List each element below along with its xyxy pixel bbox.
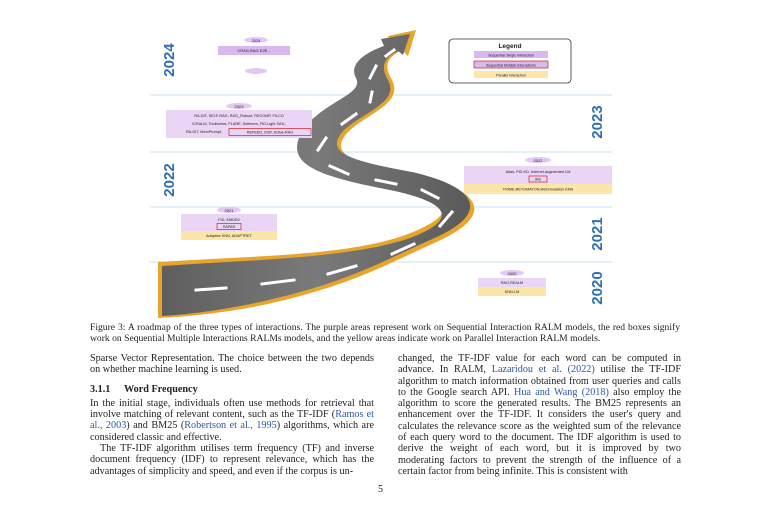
box-2023-line2: ICRALM, Toolformer, FLARE, Selfmem, FID-Light SAIL, [192,122,286,126]
box-2022 [464,157,612,194]
figure-caption: Figure 3: A roadmap of the three types of interactions. The purple areas represent work on Sequential Interaction RALM models, the red boxes signify work on Sequential Multiple Interactions RALMs models, and the yellow areas indicate work on Parallel Interaction RALM models. [90,322,680,344]
left-paragraph-3: The TF-IDF algorithm utilises term frequency (TF) and inverse document frequency (IDF) to represent relevance, which has the advantages of simplicity and speed, and even if the corpus is un- [90,443,374,477]
box-2023-line1: RA-DIT, SELF-RAG, RAG_Robust, RECOMP, FILCO [194,114,284,118]
box-2020-line1: RAG,REALM [500,281,524,285]
road [158,30,474,318]
citation-hua-wang[interactable]: Hua and Wang (2018) [513,386,609,398]
box-2023-line3a: RA-DIT, MemPrompt, [185,130,223,134]
road-surface [162,34,470,316]
year-label-2022: 2022 [161,163,178,197]
section-number: 3.1.1 [90,383,111,395]
box-2020 [478,270,546,296]
box-2020-line2: KNN-LM [504,290,520,294]
box-2022-line2: IRE [535,177,541,182]
legend-item-parallel: Parallel Interaction [496,73,526,78]
box-2022-line1: Atlas, FID-KD, Internet-augmented LM [505,170,571,174]
page-number: 5 [378,484,383,495]
citation-ramos[interactable]: Ramos et al., 2003 [90,409,374,432]
citation-robertson[interactable]: Robertson et al., 1995 [184,420,277,432]
box-2023 [166,103,312,138]
box-2021 [181,207,277,240]
section-heading [90,384,374,395]
box-2024-text: CRAG,RAG E2E... [237,48,271,53]
citation-lazaridou[interactable]: Lazaridou et al. (2022) [491,364,595,376]
right-column [398,353,681,477]
section-title: Word Frequency [124,383,198,395]
year-label-2020: 2020 [589,271,606,305]
legend-item-sequential-single: Sequential Single Interaction [488,53,534,58]
svg-text:2022: 2022 [533,158,543,163]
svg-text:2020: 2020 [507,271,517,276]
legend-title: Legend [498,43,522,50]
box-2023-line3b: REFEED, DSP, Active-RAG [246,130,294,135]
left-paragraph-1: Sparse Vector Representation. The choice between the two depends on whether machine learning is used. [90,353,374,376]
year-label-2023: 2023 [589,105,606,139]
left-paragraph-2: In the initial stage, individuals often use methods for retrieval that involve matching of relevant content, such as the TF-IDF (Ramos et al., 2003) and BM25 (Robertson et al., 1995) algorithms, which are considered classic and effective. [90,397,374,443]
right-paragraph-1: changed, the TF-IDF value for each word can be computed in advance. In RALM, Lazaridou et al. (2022) utilise the TF-IDF algorithm to match information obtained from user queries and calls to the Google search API. Hua and Wang (2018) also employ the algorithm to score the generated results. The BM25 represents an enhancement over the TF-IDF. It considers the user's query and calculates the relevance score as the weighted sum of the relevance of each query word to the document. The IDF algorithm is used to derive the weight of each word, but it is improved by two moderating factors to prevent the strength of the influence of a certain factor from being infinite. This is consistent with [398,353,682,477]
legend-item-sequential-multiple: Sequential Multiple Interactions [486,63,536,68]
box-2021-line1: FID, EMDR2 [218,218,240,222]
year-label-2024: 2024 [161,43,178,77]
svg-text:2024: 2024 [251,38,261,43]
year-label-2021: 2021 [589,217,606,251]
svg-text:2021: 2021 [224,208,234,213]
legend [449,39,571,83]
svg-text:2023: 2023 [234,104,244,109]
box-2021-line2: RAPAR [222,225,236,229]
box-2022-line3: TRIME,RETOMATON,Reformulation KNN [502,187,574,192]
box-2021-line3: Adaptive KNN, ADAPTRET [206,234,252,238]
box-2024 [218,37,290,74]
left-column [90,353,374,477]
